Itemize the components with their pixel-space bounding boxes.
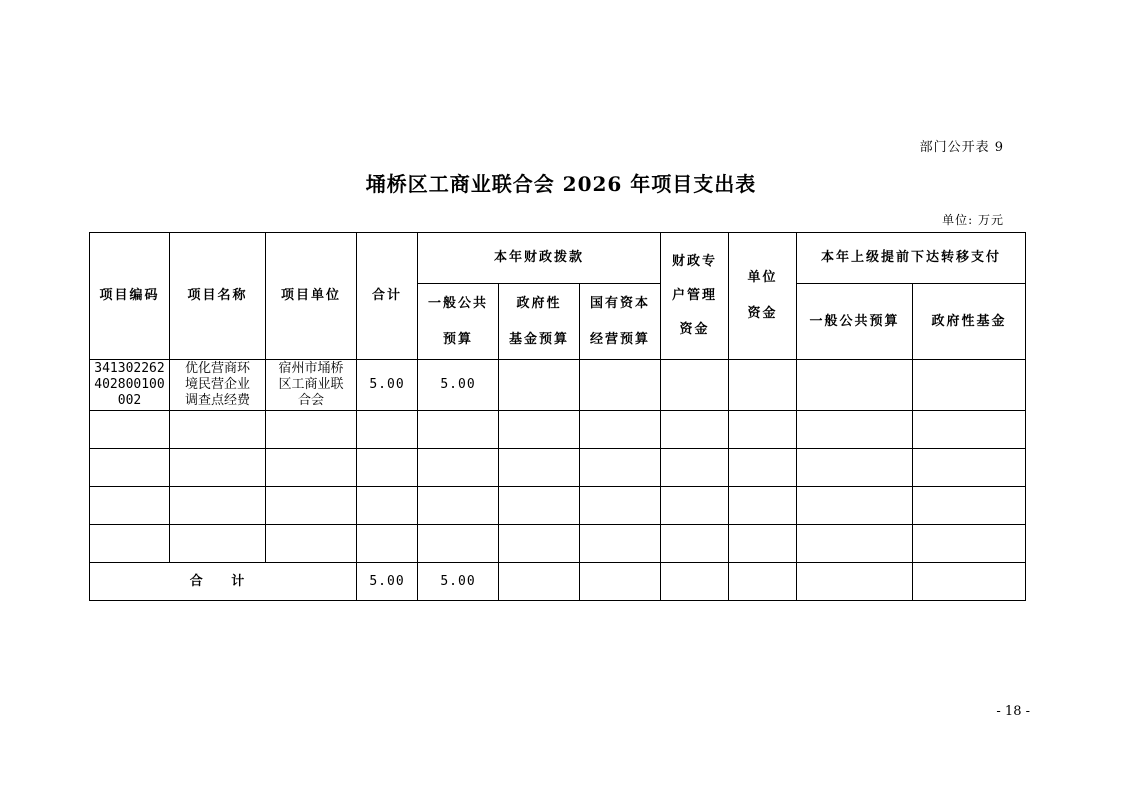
unit-label: 单位: 万元 bbox=[942, 213, 1004, 227]
form-code: 部门公开表 9 bbox=[919, 140, 1004, 155]
empty-cell bbox=[266, 449, 357, 487]
page-title: 埇桥区工商业联合会 2026 年项目支出表 bbox=[365, 172, 757, 196]
empty-cell bbox=[580, 411, 661, 449]
empty-cell bbox=[661, 525, 729, 563]
page-number: - 18 - bbox=[996, 704, 1030, 719]
empty-cell bbox=[913, 449, 1026, 487]
header-fiscal-allocation: 本年财政拨款 bbox=[418, 233, 661, 284]
empty-cell bbox=[580, 487, 661, 525]
empty-cell bbox=[90, 487, 170, 525]
row-superior-gov-fund-cell bbox=[913, 360, 1026, 411]
header-unit-funds bbox=[729, 233, 797, 360]
empty-cell bbox=[170, 411, 266, 449]
project-code-line: 002 bbox=[117, 393, 142, 408]
empty-cell bbox=[729, 487, 797, 525]
empty-cell bbox=[729, 525, 797, 563]
empty-cell bbox=[90, 449, 170, 487]
project-name-line: 优化营商环 bbox=[184, 361, 250, 376]
project-unit-line: 合会 bbox=[297, 393, 324, 408]
empty-cell bbox=[90, 525, 170, 563]
header-gov-fund-budget-line1: 政府性 bbox=[516, 295, 562, 311]
row-gov-fund-cell bbox=[499, 360, 580, 411]
empty-cell bbox=[357, 525, 418, 563]
empty-cell bbox=[729, 563, 797, 601]
header-project-name: 项目名称 bbox=[170, 233, 266, 360]
empty-cell bbox=[418, 449, 499, 487]
row-special-account-cell bbox=[661, 360, 729, 411]
totals-row bbox=[90, 563, 1026, 601]
totals-general-public-cell: 5.00 bbox=[418, 563, 499, 601]
empty-cell bbox=[580, 449, 661, 487]
empty-cell bbox=[797, 411, 913, 449]
header-special-account bbox=[661, 233, 729, 360]
empty-cell bbox=[661, 487, 729, 525]
empty-cell bbox=[661, 411, 729, 449]
project-unit-cell bbox=[266, 360, 357, 411]
header-total: 合计 bbox=[357, 233, 418, 360]
empty-cell bbox=[266, 525, 357, 563]
empty-cell bbox=[913, 525, 1026, 563]
empty-cell bbox=[913, 563, 1026, 601]
header-superior-transfer: 本年上级提前下达转移支付 bbox=[797, 233, 1026, 284]
empty-cell bbox=[418, 411, 499, 449]
project-name-line: 调查点经费 bbox=[184, 393, 250, 408]
empty-cell bbox=[580, 525, 661, 563]
project-unit-line: 区工商业联 bbox=[278, 377, 344, 392]
row-total-cell: 5.00 bbox=[357, 360, 418, 411]
empty-cell bbox=[797, 449, 913, 487]
project-code-cell bbox=[90, 360, 170, 411]
empty-cell bbox=[170, 487, 266, 525]
empty-cell bbox=[170, 449, 266, 487]
header-special-account-line1: 财政专 bbox=[671, 254, 717, 269]
table-row bbox=[90, 525, 1026, 563]
table-row bbox=[90, 487, 1026, 525]
empty-cell bbox=[499, 487, 580, 525]
header-gov-fund-budget-line2: 基金预算 bbox=[508, 331, 569, 347]
row-superior-general-cell bbox=[797, 360, 913, 411]
empty-cell bbox=[499, 525, 580, 563]
header-project-code: 项目编码 bbox=[90, 233, 170, 360]
empty-cell bbox=[797, 525, 913, 563]
empty-cell bbox=[357, 449, 418, 487]
header-unit-funds-line1: 单位 bbox=[747, 270, 778, 285]
table-row bbox=[90, 449, 1026, 487]
empty-cell bbox=[661, 449, 729, 487]
project-code-line: 402800100 bbox=[94, 377, 165, 392]
empty-cell bbox=[170, 525, 266, 563]
project-expenditure-table bbox=[89, 232, 1026, 601]
header-general-public-budget bbox=[418, 284, 499, 360]
header-superior-general-public: 一般公共预算 bbox=[797, 284, 913, 360]
empty-cell bbox=[729, 449, 797, 487]
row-unit-funds-cell bbox=[729, 360, 797, 411]
empty-cell bbox=[580, 563, 661, 601]
project-name-line: 境民营企业 bbox=[184, 377, 250, 392]
header-superior-gov-fund: 政府性基金 bbox=[913, 284, 1026, 360]
header-general-public-budget-line1: 一般公共 bbox=[427, 295, 488, 311]
empty-cell bbox=[357, 487, 418, 525]
project-name-cell bbox=[170, 360, 266, 411]
empty-cell bbox=[499, 411, 580, 449]
empty-cell bbox=[418, 487, 499, 525]
row-state-capital-cell bbox=[580, 360, 661, 411]
totals-total-cell: 5.00 bbox=[357, 563, 418, 601]
empty-cell bbox=[266, 411, 357, 449]
empty-cell bbox=[266, 487, 357, 525]
empty-cell bbox=[913, 487, 1026, 525]
project-unit-line: 宿州市埇桥 bbox=[278, 361, 344, 376]
empty-cell bbox=[797, 563, 913, 601]
table-row bbox=[90, 360, 1026, 411]
header-unit-funds-line2: 资金 bbox=[747, 306, 778, 321]
header-row-1 bbox=[90, 233, 1026, 284]
header-gov-fund-budget bbox=[499, 284, 580, 360]
header-state-capital-budget-line1: 国有资本 bbox=[589, 295, 650, 311]
empty-cell bbox=[913, 411, 1026, 449]
totals-label: 合 计 bbox=[90, 563, 357, 601]
empty-cell bbox=[797, 487, 913, 525]
empty-cell bbox=[418, 525, 499, 563]
header-project-unit: 项目单位 bbox=[266, 233, 357, 360]
project-code-line: 341302262 bbox=[94, 361, 165, 376]
empty-cell bbox=[729, 411, 797, 449]
empty-cell bbox=[499, 563, 580, 601]
header-state-capital-budget-line2: 经营预算 bbox=[589, 331, 650, 347]
empty-cell bbox=[661, 563, 729, 601]
header-special-account-line3: 资金 bbox=[679, 322, 710, 337]
empty-cell bbox=[499, 449, 580, 487]
empty-cell bbox=[357, 411, 418, 449]
empty-cell bbox=[90, 411, 170, 449]
row-general-public-cell: 5.00 bbox=[418, 360, 499, 411]
header-special-account-line2: 户管理 bbox=[671, 288, 717, 303]
header-state-capital-budget bbox=[580, 284, 661, 360]
table-row bbox=[90, 411, 1026, 449]
header-general-public-budget-line2: 预算 bbox=[442, 331, 473, 347]
